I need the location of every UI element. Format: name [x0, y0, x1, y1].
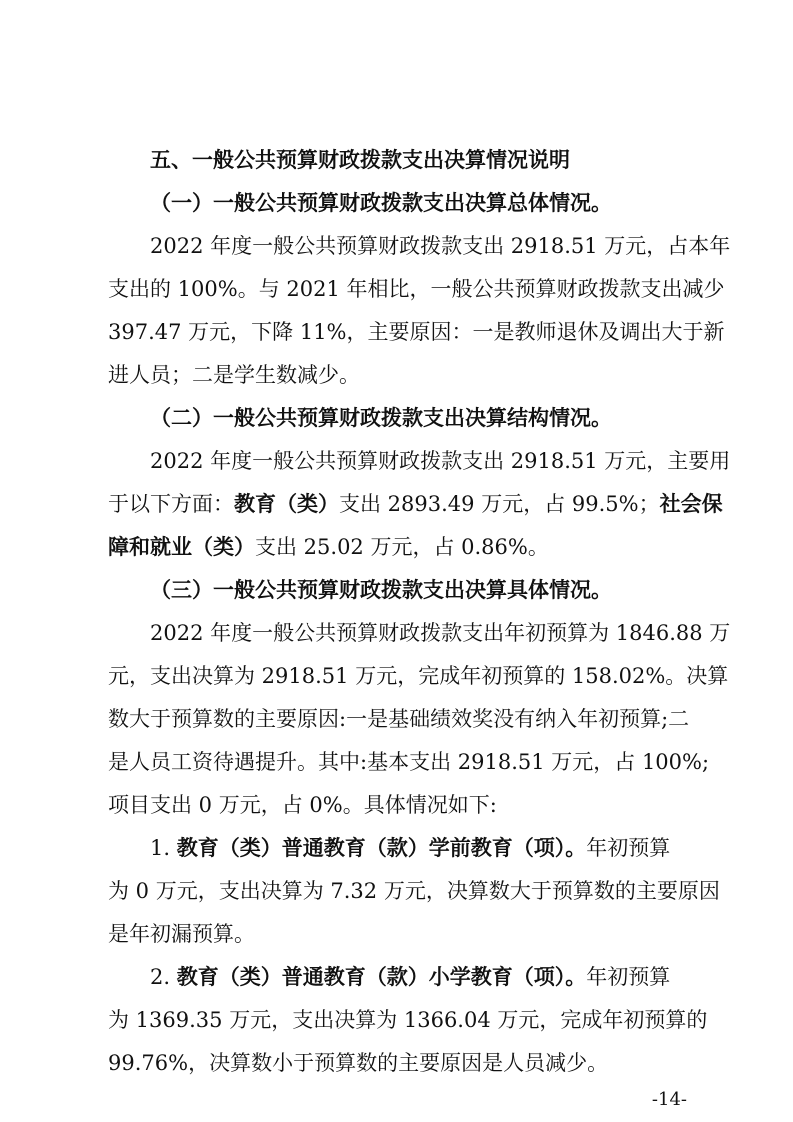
category-label: 障和就业（类）	[108, 534, 255, 559]
paragraph-line: 是人员工资待遇提升。其中:基本支出 2918.51 万元，占 100%;	[108, 750, 710, 774]
paragraph-line: 2022 年度一般公共预算财政拨款支出年初预算为 1846.88 万	[150, 621, 731, 645]
text-run: 于以下方面：	[108, 492, 234, 516]
paragraph-line: 项目支出 0 万元，占 0%。具体情况如下:	[108, 793, 497, 817]
paragraph-line: 2022 年度一般公共预算财政拨款支出 2918.51 万元，占本年	[150, 234, 731, 258]
paragraph-line: 为 0 万元，支出决算为 7.32 万元，决算数大于预算数的主要原因	[108, 879, 720, 903]
page-number: -14-	[651, 1089, 687, 1110]
item-number: 1.	[150, 836, 177, 860]
paragraph-line: 支出的 100%。与 2021 年相比，一般公共预算财政拨款支出减少	[108, 277, 725, 301]
item-title: 教育（类）普通教育（款）学前教育（项）。	[176, 835, 587, 860]
paragraph-line: 2022 年度一般公共预算财政拨款支出 2918.51 万元，主要用	[150, 449, 731, 473]
text-run: 支出 2893.49 万元，占 99.5%；	[339, 492, 660, 516]
text-run: 年初预算	[586, 965, 671, 989]
subsection-title-3: （三）一般公共预算财政拨款支出决算具体情况。	[150, 577, 612, 602]
paragraph-line	[108, 532, 793, 562]
paragraph-line: 是年初漏预算。	[108, 922, 255, 946]
subsection-title-1: （一）一般公共预算财政拨款支出决算总体情况。	[150, 190, 612, 215]
paragraph-line: 为 1369.35 万元，支出决算为 1366.04 万元，完成年初预算的	[108, 1008, 708, 1032]
section-heading: 五、一般公共预算财政拨款支出决算情况说明	[150, 148, 570, 172]
text-run: 支出 25.02 万元，占 0.86%。	[255, 535, 549, 559]
paragraph-line: 数大于预算数的主要原因:一是基础绩效奖没有纳入年初预算;二	[108, 707, 690, 731]
paragraph-line: 99.76%，决算数小于预算数的主要原因是人员减少。	[108, 1051, 609, 1075]
list-item-2	[150, 962, 793, 992]
item-title: 教育（类）普通教育（款）小学教育（项）。	[176, 964, 587, 989]
paragraph-line: 进人员；二是学生数减少。	[108, 363, 360, 387]
list-item-1	[150, 833, 793, 863]
category-label: 社会保	[659, 491, 723, 516]
subsection-title-2: （二）一般公共预算财政拨款支出决算结构情况。	[150, 405, 612, 430]
paragraph-line	[108, 489, 793, 519]
category-label: 教育（类）	[234, 491, 339, 516]
text-run: 年初预算	[586, 836, 671, 860]
paragraph-line: 元，支出决算为 2918.51 万元，完成年初预算的 158.02%。决算	[108, 664, 729, 688]
paragraph-line: 397.47 万元，下降 11%，主要原因：一是教师退休及调出大于新	[108, 320, 725, 344]
item-number: 2.	[150, 965, 177, 989]
